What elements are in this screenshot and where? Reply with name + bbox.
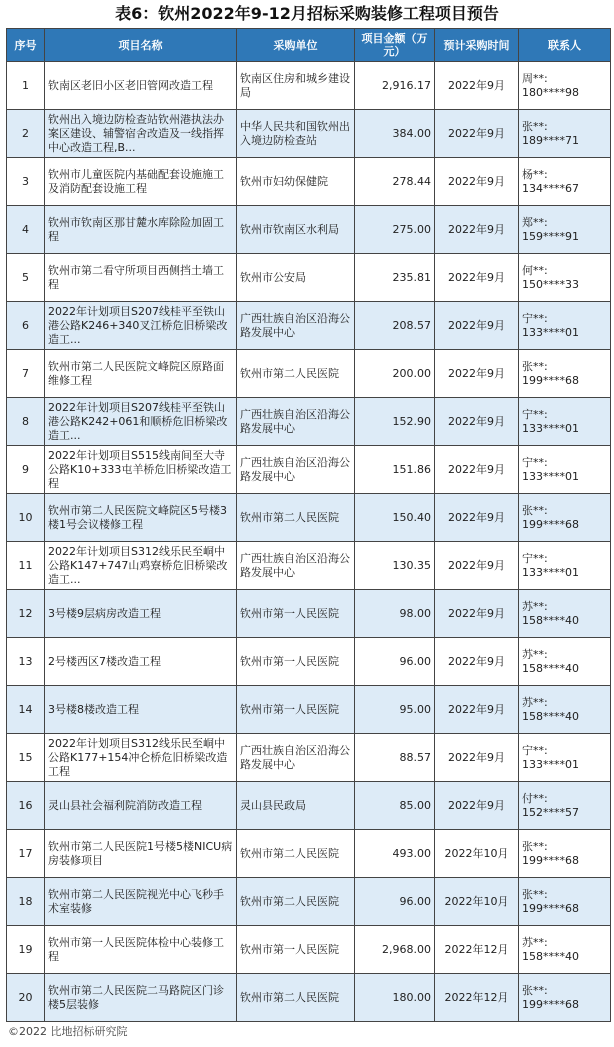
row-index: 7 bbox=[7, 350, 45, 398]
purchase-time-cell: 2022年9月 bbox=[435, 302, 519, 350]
contact-cell bbox=[519, 878, 611, 926]
contact-cell bbox=[519, 782, 611, 830]
purchasing-unit-cell: 钦州市妇幼保健院 bbox=[237, 158, 355, 206]
purchasing-unit-cell: 广西壮族自治区沿海公路发展中心 bbox=[237, 446, 355, 494]
table-row bbox=[7, 590, 611, 638]
purchasing-unit-cell: 钦州市第二人民医院 bbox=[237, 494, 355, 542]
contact-name: 郑**: bbox=[522, 215, 548, 229]
contact-phone: 158****40 bbox=[522, 613, 579, 627]
amount-cell: 384.00 bbox=[355, 110, 435, 158]
project-name-cell: 2022年计划项目S312线乐民至峒中公路K147+747山鸡寮桥危旧桥梁改造工... bbox=[45, 542, 237, 590]
purchasing-unit-cell: 钦州市第二人民医院 bbox=[237, 830, 355, 878]
row-index: 20 bbox=[7, 974, 45, 1022]
row-index: 18 bbox=[7, 878, 45, 926]
contact-name: 何**: bbox=[522, 263, 548, 277]
table-row bbox=[7, 350, 611, 398]
purchasing-unit-cell: 钦州市第二人民医院 bbox=[237, 350, 355, 398]
purchase-time-cell: 2022年9月 bbox=[435, 62, 519, 110]
purchasing-unit-cell: 钦州市公安局 bbox=[237, 254, 355, 302]
purchasing-unit-cell: 中华人民共和国钦州出入境边防检查站 bbox=[237, 110, 355, 158]
project-name-cell: 钦州市第二看守所项目西侧挡土墙工程 bbox=[45, 254, 237, 302]
contact-cell bbox=[519, 542, 611, 590]
purchasing-unit-cell: 钦州市第二人民医院 bbox=[237, 974, 355, 1022]
contact-phone: 133****01 bbox=[522, 421, 579, 435]
amount-cell: 278.44 bbox=[355, 158, 435, 206]
row-index: 6 bbox=[7, 302, 45, 350]
row-index: 3 bbox=[7, 158, 45, 206]
contact-name: 张**: bbox=[522, 887, 548, 901]
table-row bbox=[7, 302, 611, 350]
contact-cell bbox=[519, 638, 611, 686]
contact-cell bbox=[519, 206, 611, 254]
project-name-cell: 2022年计划项目S207线桂平至铁山港公路K242+061和顺桥危旧桥梁改造工... bbox=[45, 398, 237, 446]
header-purchase-time: 预计采购时间 bbox=[435, 29, 519, 62]
table-row bbox=[7, 974, 611, 1022]
contact-cell bbox=[519, 926, 611, 974]
table-row bbox=[7, 158, 611, 206]
contact-cell bbox=[519, 110, 611, 158]
contact-cell bbox=[519, 302, 611, 350]
table-row bbox=[7, 398, 611, 446]
row-index: 2 bbox=[7, 110, 45, 158]
amount-cell: 150.40 bbox=[355, 494, 435, 542]
table-row bbox=[7, 926, 611, 974]
table-row bbox=[7, 638, 611, 686]
header-purchasing-unit: 采购单位 bbox=[237, 29, 355, 62]
contact-phone: 189****71 bbox=[522, 133, 579, 147]
row-index: 5 bbox=[7, 254, 45, 302]
purchase-time-cell: 2022年9月 bbox=[435, 350, 519, 398]
amount-cell: 180.00 bbox=[355, 974, 435, 1022]
table-row bbox=[7, 542, 611, 590]
purchase-time-cell: 2022年9月 bbox=[435, 254, 519, 302]
purchasing-unit-cell: 钦州市钦南区水利局 bbox=[237, 206, 355, 254]
contact-phone: 133****01 bbox=[522, 757, 579, 771]
purchasing-unit-cell: 灵山县民政局 bbox=[237, 782, 355, 830]
contact-phone: 158****40 bbox=[522, 949, 579, 963]
amount-cell: 151.86 bbox=[355, 446, 435, 494]
contact-cell bbox=[519, 734, 611, 782]
contact-cell bbox=[519, 830, 611, 878]
header-contact: 联系人 bbox=[519, 29, 611, 62]
contact-name: 苏**: bbox=[522, 599, 548, 613]
project-name-cell: 钦州市儿童医院内基础配套设施施工及消防配套设施工程 bbox=[45, 158, 237, 206]
copyright-footer: ©2022 比地招标研究院 bbox=[8, 1025, 128, 1038]
project-name-cell: 3号楼9层病房改造工程 bbox=[45, 590, 237, 638]
contact-phone: 152****57 bbox=[522, 805, 579, 819]
contact-cell bbox=[519, 254, 611, 302]
project-name-cell: 3号楼8楼改造工程 bbox=[45, 686, 237, 734]
contact-name: 周**: bbox=[522, 71, 548, 85]
table-row bbox=[7, 830, 611, 878]
row-index: 9 bbox=[7, 446, 45, 494]
purchase-time-cell: 2022年9月 bbox=[435, 494, 519, 542]
purchase-time-cell: 2022年9月 bbox=[435, 782, 519, 830]
project-name-cell: 钦州市第二人民医院二马路院区门诊楼5层装修 bbox=[45, 974, 237, 1022]
contact-name: 张**: bbox=[522, 503, 548, 517]
contact-phone: 180****98 bbox=[522, 85, 579, 99]
table-row bbox=[7, 254, 611, 302]
table-title: 表6：钦州2022年9-12月招标采购装修工程项目预告 bbox=[115, 4, 499, 23]
contact-name: 苏**: bbox=[522, 935, 548, 949]
purchase-time-cell: 2022年12月 bbox=[435, 974, 519, 1022]
amount-cell: 130.35 bbox=[355, 542, 435, 590]
contact-name: 杨**: bbox=[522, 167, 548, 181]
purchasing-unit-cell: 广西壮族自治区沿海公路发展中心 bbox=[237, 302, 355, 350]
row-index: 4 bbox=[7, 206, 45, 254]
contact-phone: 199****68 bbox=[522, 853, 579, 867]
header-index: 序号 bbox=[7, 29, 45, 62]
contact-name: 张**: bbox=[522, 119, 548, 133]
purchase-time-cell: 2022年9月 bbox=[435, 686, 519, 734]
contact-name: 宁**: bbox=[522, 455, 548, 469]
contact-phone: 133****01 bbox=[522, 469, 579, 483]
contact-phone: 133****01 bbox=[522, 325, 579, 339]
contact-name: 苏**: bbox=[522, 647, 548, 661]
header-project-name: 项目名称 bbox=[45, 29, 237, 62]
row-index: 10 bbox=[7, 494, 45, 542]
contact-name: 宁**: bbox=[522, 311, 548, 325]
purchasing-unit-cell: 广西壮族自治区沿海公路发展中心 bbox=[237, 398, 355, 446]
amount-cell: 2,968.00 bbox=[355, 926, 435, 974]
row-index: 8 bbox=[7, 398, 45, 446]
purchase-time-cell: 2022年10月 bbox=[435, 878, 519, 926]
contact-name: 宁**: bbox=[522, 551, 548, 565]
table-body bbox=[7, 62, 611, 1022]
table-header bbox=[7, 29, 611, 62]
amount-cell: 95.00 bbox=[355, 686, 435, 734]
project-name-cell: 2号楼西区7楼改造工程 bbox=[45, 638, 237, 686]
contact-cell bbox=[519, 446, 611, 494]
contact-cell bbox=[519, 494, 611, 542]
amount-cell: 98.00 bbox=[355, 590, 435, 638]
procurement-forecast-table bbox=[6, 28, 611, 1022]
purchase-time-cell: 2022年9月 bbox=[435, 590, 519, 638]
table-row bbox=[7, 686, 611, 734]
contact-cell bbox=[519, 350, 611, 398]
amount-cell: 200.00 bbox=[355, 350, 435, 398]
row-index: 15 bbox=[7, 734, 45, 782]
contact-cell bbox=[519, 62, 611, 110]
table-row bbox=[7, 782, 611, 830]
purchase-time-cell: 2022年9月 bbox=[435, 206, 519, 254]
purchasing-unit-cell: 钦州市第一人民医院 bbox=[237, 590, 355, 638]
amount-cell: 493.00 bbox=[355, 830, 435, 878]
contact-cell bbox=[519, 686, 611, 734]
purchase-time-cell: 2022年9月 bbox=[435, 398, 519, 446]
contact-phone: 134****67 bbox=[522, 181, 579, 195]
project-name-cell: 钦南区老旧小区老旧管网改造工程 bbox=[45, 62, 237, 110]
row-index: 14 bbox=[7, 686, 45, 734]
contact-name: 张**: bbox=[522, 359, 548, 373]
contact-cell bbox=[519, 974, 611, 1022]
contact-name: 付**: bbox=[522, 791, 548, 805]
purchase-time-cell: 2022年12月 bbox=[435, 926, 519, 974]
contact-phone: 199****68 bbox=[522, 901, 579, 915]
header-amount: 项目金额（万元） bbox=[355, 29, 435, 62]
row-index: 11 bbox=[7, 542, 45, 590]
row-index: 13 bbox=[7, 638, 45, 686]
amount-cell: 88.57 bbox=[355, 734, 435, 782]
contact-phone: 158****40 bbox=[522, 661, 579, 675]
contact-name: 宁**: bbox=[522, 743, 548, 757]
contact-phone: 159****91 bbox=[522, 229, 579, 243]
project-name-cell: 钦州市第二人民医院1号楼5楼NICU病房装修项目 bbox=[45, 830, 237, 878]
table-row bbox=[7, 446, 611, 494]
amount-cell: 96.00 bbox=[355, 878, 435, 926]
contact-cell bbox=[519, 590, 611, 638]
purchasing-unit-cell: 钦州市第二人民医院 bbox=[237, 878, 355, 926]
project-name-cell: 钦州市钦南区那甘麓水库除险加固工程 bbox=[45, 206, 237, 254]
purchase-time-cell: 2022年9月 bbox=[435, 158, 519, 206]
amount-cell: 96.00 bbox=[355, 638, 435, 686]
project-name-cell: 2022年计划项目S312线乐民至峒中公路K177+154冲仑桥危旧桥梁改造工程 bbox=[45, 734, 237, 782]
purchase-time-cell: 2022年9月 bbox=[435, 638, 519, 686]
amount-cell: 275.00 bbox=[355, 206, 435, 254]
row-index: 19 bbox=[7, 926, 45, 974]
contact-name: 宁**: bbox=[522, 407, 548, 421]
contact-phone: 133****01 bbox=[522, 565, 579, 579]
amount-cell: 85.00 bbox=[355, 782, 435, 830]
project-name-cell: 灵山县社会福利院消防改造工程 bbox=[45, 782, 237, 830]
contact-name: 张**: bbox=[522, 983, 548, 997]
project-name-cell: 2022年计划项目S515线南间至大寺公路K10+333屯羊桥危旧桥梁改造工程 bbox=[45, 446, 237, 494]
purchasing-unit-cell: 钦州市第一人民医院 bbox=[237, 638, 355, 686]
contact-phone: 150****33 bbox=[522, 277, 579, 291]
project-name-cell: 钦州市第二人民医院文峰院区5号楼3楼1号会议楼修工程 bbox=[45, 494, 237, 542]
table-row bbox=[7, 494, 611, 542]
purchase-time-cell: 2022年9月 bbox=[435, 542, 519, 590]
contact-phone: 199****68 bbox=[522, 373, 579, 387]
purchasing-unit-cell: 广西壮族自治区沿海公路发展中心 bbox=[237, 734, 355, 782]
row-index: 17 bbox=[7, 830, 45, 878]
table-row bbox=[7, 878, 611, 926]
row-index: 1 bbox=[7, 62, 45, 110]
purchase-time-cell: 2022年9月 bbox=[435, 110, 519, 158]
amount-cell: 235.81 bbox=[355, 254, 435, 302]
contact-phone: 199****68 bbox=[522, 997, 579, 1011]
purchasing-unit-cell: 钦州市第一人民医院 bbox=[237, 686, 355, 734]
contact-phone: 158****40 bbox=[522, 709, 579, 723]
project-name-cell: 钦州市第二人民医院视光中心飞秒手术室装修 bbox=[45, 878, 237, 926]
purchase-time-cell: 2022年10月 bbox=[435, 830, 519, 878]
purchasing-unit-cell: 钦南区住房和城乡建设局 bbox=[237, 62, 355, 110]
project-name-cell: 钦州出入境边防检查站钦州港执法办案区建设、辅警宿舍改造及一线指挥中心改造工程,B... bbox=[45, 110, 237, 158]
purchase-time-cell: 2022年9月 bbox=[435, 446, 519, 494]
project-name-cell: 钦州市第二人民医院文峰院区原路面维修工程 bbox=[45, 350, 237, 398]
contact-name: 张**: bbox=[522, 839, 548, 853]
project-name-cell: 2022年计划项目S207线桂平至铁山港公路K246+340叉江桥危旧桥梁改造工... bbox=[45, 302, 237, 350]
purchasing-unit-cell: 广西壮族自治区沿海公路发展中心 bbox=[237, 542, 355, 590]
amount-cell: 152.90 bbox=[355, 398, 435, 446]
table-row bbox=[7, 62, 611, 110]
row-index: 12 bbox=[7, 590, 45, 638]
contact-cell bbox=[519, 398, 611, 446]
contact-cell bbox=[519, 158, 611, 206]
table-row bbox=[7, 206, 611, 254]
table-row bbox=[7, 110, 611, 158]
project-name-cell: 钦州市第一人民医院体检中心装修工程 bbox=[45, 926, 237, 974]
purchasing-unit-cell: 钦州市第一人民医院 bbox=[237, 926, 355, 974]
contact-phone: 199****68 bbox=[522, 517, 579, 531]
table-row bbox=[7, 734, 611, 782]
amount-cell: 2,916.17 bbox=[355, 62, 435, 110]
purchase-time-cell: 2022年9月 bbox=[435, 734, 519, 782]
contact-name: 苏**: bbox=[522, 695, 548, 709]
row-index: 16 bbox=[7, 782, 45, 830]
amount-cell: 208.57 bbox=[355, 302, 435, 350]
